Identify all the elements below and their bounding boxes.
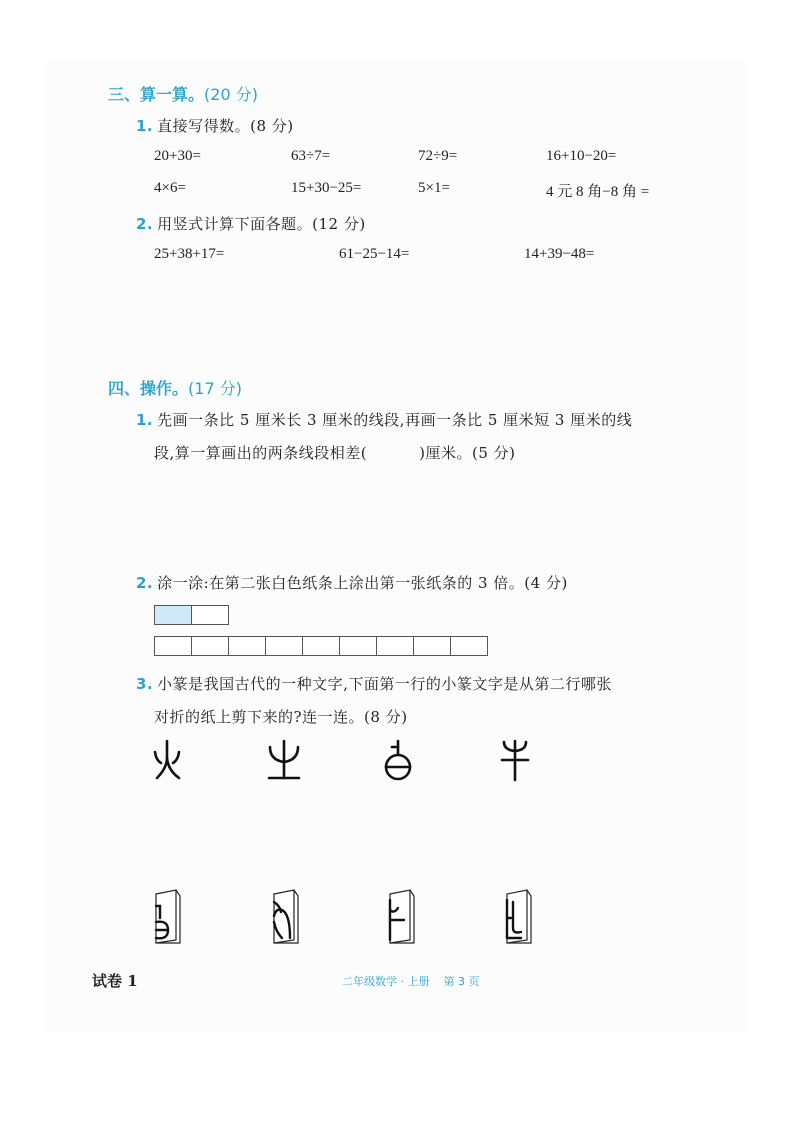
s4-q1-line1 [136, 409, 632, 430]
folded-paper-b-icon[interactable] [268, 888, 302, 946]
expr: 61−25−14= [339, 246, 410, 262]
strip-cell[interactable] [376, 636, 414, 656]
question-text: 对折的纸上剪下来的?连一连。(8 分) [154, 708, 408, 726]
section-4-title [108, 376, 242, 399]
expr: 72÷9= [418, 148, 458, 164]
strip-cell[interactable] [450, 636, 488, 656]
footer-page-info: 二年级数学 · 上册 第 3 页 [342, 975, 480, 988]
seal-glyph-huo-icon[interactable] [150, 738, 184, 782]
strip-cell-shaded [154, 605, 192, 625]
section-4-heading: 四、操作。 [108, 379, 189, 398]
section-3-title [108, 82, 258, 105]
paper-strip-2 [154, 636, 488, 656]
s4-q2 [136, 572, 568, 593]
expr: 4×6= [154, 180, 186, 196]
folded-paper-d-icon[interactable] [501, 888, 535, 946]
s3-q1 [136, 115, 294, 136]
folded-paper-a-icon[interactable] [150, 888, 184, 946]
question-text: 段,算一算画出的两条线段相差( [154, 444, 368, 462]
expr: 15+30−25= [291, 180, 362, 196]
expr: 5×1= [418, 180, 450, 196]
question-number: 2. [136, 215, 154, 233]
question-text: 涂一涂:在第二张白色纸条上涂出第一张纸条的 3 倍。(4 分) [157, 574, 568, 592]
question-text: 小篆是我国古代的一种文字,下面第一行的小篆文字是从第二行哪张 [157, 675, 612, 693]
expr: 14+39−48= [524, 246, 595, 262]
question-number: 3. [136, 675, 154, 693]
s4-q1-line2 [154, 442, 516, 463]
seal-glyph-circle-icon[interactable] [381, 738, 415, 782]
section-3-heading: 三、算一算。 [108, 85, 205, 104]
strip-cell[interactable] [228, 636, 266, 656]
paper-strip-1 [154, 605, 229, 625]
strip-cell [191, 605, 229, 625]
section-4-points: (17 分) [188, 379, 242, 398]
question-text: )厘米。(5 分) [419, 444, 516, 462]
folded-paper-c-icon[interactable] [384, 888, 418, 946]
s4-q3-line1 [136, 673, 612, 694]
question-number: 2. [136, 574, 154, 592]
question-text: 用竖式计算下面各题。(12 分) [157, 215, 366, 233]
strip-cell[interactable] [413, 636, 451, 656]
question-text: 直接写得数。(8 分) [157, 117, 294, 135]
strip-cell[interactable] [265, 636, 303, 656]
expr: 16+10−20= [546, 148, 617, 164]
strip-cell[interactable] [339, 636, 377, 656]
s3-q2 [136, 213, 366, 234]
s4-q3-line2 [154, 706, 408, 727]
strip-cell[interactable] [191, 636, 229, 656]
section-3-points: (20 分) [204, 85, 258, 104]
question-number: 1. [136, 117, 154, 135]
seal-glyph-sheng-icon[interactable] [265, 738, 303, 782]
expr: 25+38+17= [154, 246, 225, 262]
strip-cell[interactable] [302, 636, 340, 656]
question-text: 先画一条比 5 厘米长 3 厘米的线段,再画一条比 5 厘米短 3 厘米的线 [157, 411, 633, 429]
seal-glyph-gan-icon[interactable] [498, 738, 532, 782]
exam-sheet [46, 62, 746, 1032]
footer-paper-label: 试卷 1 [92, 972, 138, 990]
strip-cell[interactable] [154, 636, 192, 656]
expr: 20+30= [154, 148, 201, 164]
expr: 63÷7= [291, 148, 331, 164]
expr: 4 元 8 角−8 角 = [546, 184, 650, 200]
question-number: 1. [136, 411, 154, 429]
